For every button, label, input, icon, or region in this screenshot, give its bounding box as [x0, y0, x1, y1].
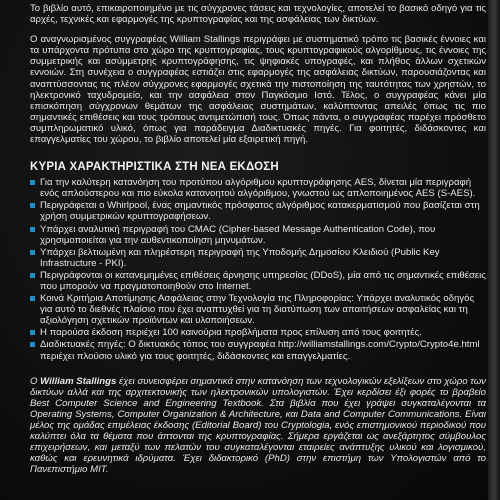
author-bio: Ο William Stallings έχει συνεισφέρει σημαντικά στην κατανόηση των τεχνολογικών εξελίξεων στο χώρο των δικτύων αλλά και της αρχιτεκτονικής των ηλεκτρονικών υπολογιστών. Έχει κερδίσει έξι φορές το βραβείο Best Computer Science and Engineering Textbook. Στα βιβλία που έχει γράψει συγκαταλέγονται τα Operating Systems, Computer Organization & Architecture, και Data and Computer Communications. Είναι μέλος της ομάδας επιμέλειας έκδοσης (Editorial Board) του Cryptologia, ενός επιστημονικού περιοδικού που καλύπτει όλα τα θέματα που άπτονται της κρυπτογραφίας. Σήμερα εργάζεται ως ανεξάρτητος σύμβουλος επιχειρήσεων, και μεταξύ των πελατών του συγκαταλέγονται εταιρείες ανάπτυξης υλικού και λογισμικού, καθώς και ερευνητικά ιδρύματα. Έχει διδακτορικό (PhD) στην επιστήμη των Υπολογιστών από το Πανεπιστήμιο MIT. — [30, 375, 486, 476]
list-item: Περιγράφεται ο Whirlpool, ένας σημαντικός πρόσφατος αλγόριθμος κατακερματισμού που βασίζεται στη χρήση συμμετρικών κρυπτογραφήσεων. — [30, 200, 486, 222]
list-item: Κοινά Κριτήρια Αποτίμησης Ασφάλειας στην Τεχνολογία της Πληροφορίας: Υπάρχει αναλυτικός οδηγός για αυτό το διεθνές πλαίσιο που έχει αναπτυχθεί για τη διατύπωση των απαιτήσεων ασφαλείας και τη αξιολόγηση σχετικών προϊόντων και υλοποιήσεων. — [30, 293, 486, 326]
square-bullet-icon — [30, 342, 35, 347]
intro-paragraph: Το βιβλίο αυτό, επικαιροποιημένο με τις σύγχρονες τάσεις και τεχνολογίες, αποτελεί το βασικό οδηγό για τις αρχές, τεχνικές και εφαρμογές της κρυπτογραφίας και της ασφάλειας των δικτύων. — [30, 3, 486, 26]
list-item: Περιγράφονται οι κατανεμημένες επιθέσεις άρνησης υπηρεσίας (DDoS), μία από τις σημαντικές επιθέσεις που μπορούν να πραγματοποιηθούν στο Internet. — [30, 270, 486, 292]
square-bullet-icon — [30, 180, 35, 185]
square-bullet-icon — [30, 273, 35, 278]
list-item: Υπάρχει αναλυτική περιγραφή του CMAC (Cipher-based Message Authentication Code), που χρησιμοποιείται για την αυθεντικοποίηση μηνυμάτων. — [30, 224, 486, 246]
list-item: Η παρούσα έκδοση περιέχει 100 καινούρια προβλήματα προς επίλυση από τους φοιτητές. — [30, 327, 486, 338]
book-spine-edge — [488, 0, 500, 500]
description-paragraph: Ο αναγνωρισμένος συγγραφέας William Stallings περιγράφει με συστηματικό τρόπο τις βασικές έννοιες και τα υπάρχοντα πρότυπα στο χώρο της κρυπτογραφίας, τους κρυπτογραφικούς αλγορίθμους, τις έννοιες της συμμετρικής και ασύμμετρης κρυπτογράφησης, τις ψηφιακές υπογραφές, και πλήθος άλλων σχετικών εννοιών. Στη συνέχεια ο συγγραφέας εστιάζει στις εφαρμογές της ασφάλειας δικτύων, παρουσιάζοντας και αναπτύσσοντας τις πλέον σύγχρονες εφαρμογές σχετικά την πιστοποίηση της ταυτότητας των χρηστών, το ηλεκτρονικό ταχυδρομείο, και την ασφάλεια στον Παγκόσμιο Ιστό. Τέλος, ο συγγραφέας κάνει μία επισκόπηση σύγχρονων θεμάτων της ασφάλειας συστημάτων, καλύπτοντας απειλές όπως τις πιο σημαντικές επιθέσεις και τους τρόπους αντιμετώπισή τους. Όπως πάντα, ο συγγραφέας παρέχει πρόσθετο συμπληρωματικό υλικό, όπως για παράδειγμα Διαδικτυακές πηγές. Για φοιτητές, διδάσκοντες και επαγγελματίες του χώρου, το βιβλίο αποτελεί μία εξαιρετική πηγή. — [30, 34, 486, 146]
list-item: Για την καλύτερη κατανόηση του προτύπου αλγόριθμου κρυπτογράφησης AES, δίνεται μία περιγραφή ενός απλούστερου και πιο εύκολα κατανοητού αλγόριθμου, γνωστού ως απλοποιημένος AES (S-AES). — [30, 177, 486, 199]
list-item: Διαδικτυακές πηγές: Ο δικτυακός τόπος του συγγραφέα http://williamstallings.com/Crypto/Crypto4e.html περιέχει πλούσιο υλικό για τους φοιτητές, διδάσκοντες και επαγγελματίες. — [30, 339, 486, 361]
square-bullet-icon — [30, 330, 35, 335]
square-bullet-icon — [30, 227, 35, 232]
features-heading: ΚΥΡΙΑ ΧΑΡΑΚΤΗΡΙΣΤΙΚΑ ΣΤΗ ΝΕΑ ΕΚΔΟΣΗ — [30, 161, 279, 174]
author-name: William Stallings — [40, 375, 117, 387]
list-item: Υπάρχει βελτιωμένη και πληρέστερη περιγραφή της Υποδομής Δημοσίου Κλειδιού (Public Key Infrastructure - PKI). — [30, 247, 486, 269]
square-bullet-icon — [30, 250, 35, 255]
square-bullet-icon — [30, 296, 35, 301]
square-bullet-icon — [30, 203, 35, 208]
features-list — [30, 177, 486, 362]
